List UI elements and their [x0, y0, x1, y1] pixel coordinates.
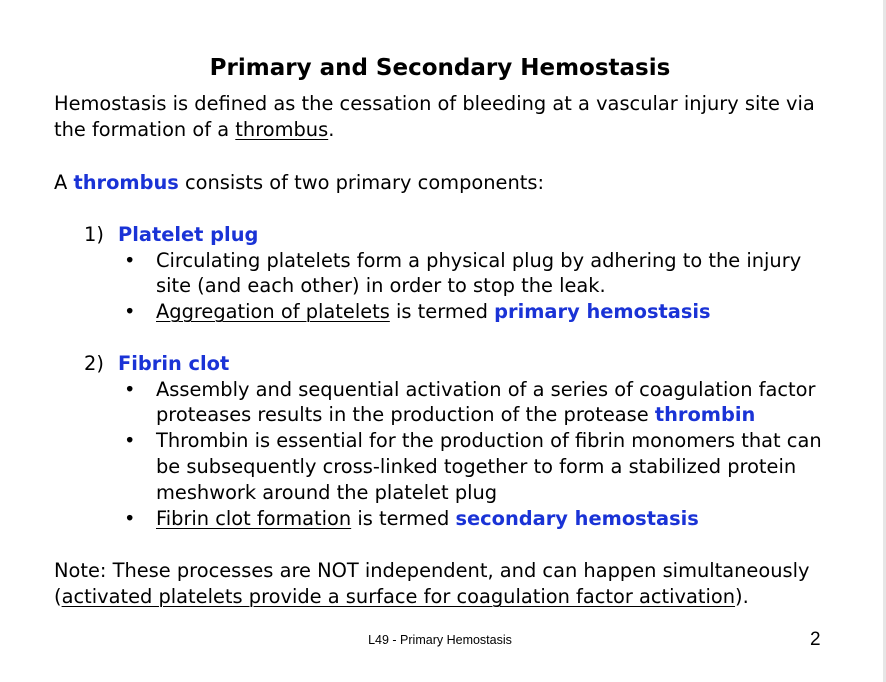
intro-text-1: Hemostasis is defined as the cessation of bleeding at a vascular injury site via	[54, 92, 815, 115]
item1-term-primary-hemostasis: primary hemostasis	[494, 300, 711, 323]
intro-text-2-pre: the formation of a	[54, 118, 236, 141]
item1-bullet-2	[156, 299, 711, 325]
components-line	[54, 170, 544, 196]
item2-bullet-3-glyph: •	[124, 507, 136, 530]
page-number: 2	[810, 629, 821, 650]
note-line-2	[54, 584, 749, 610]
item2-bullet-1-glyph: •	[124, 378, 136, 401]
item2-bullet-3-mid: is termed	[351, 507, 456, 530]
item1-bullet-2-mid: is termed	[389, 300, 495, 323]
item2-term-thrombin: thrombin	[654, 403, 756, 426]
item2-bullet-2-glyph: •	[124, 429, 136, 452]
item2-bullet-2-line-3: meshwork around the platelet plug	[156, 481, 498, 504]
intro-line-1	[54, 91, 815, 117]
note-activated-platelets-underlined: activated platelets provide a surface for coagulation factor activation	[61, 585, 736, 608]
note-line-2-close: ).	[735, 585, 749, 608]
slide-title: Primary and Secondary Hemostasis	[209, 55, 671, 81]
note-line-2-open: (	[54, 585, 62, 608]
item1-number: 1)	[84, 223, 104, 246]
intro-thrombus-underlined: thrombus	[235, 118, 329, 141]
components-post: consists of two primary components:	[178, 171, 544, 194]
item2-heading: Fibrin clot	[118, 352, 230, 375]
item1-bullet-1-line-1: Circulating platelets form a physical plug by adhering to the injury	[156, 249, 802, 272]
footer-lecture-label: L49 - Primary Hemostasis	[368, 633, 512, 647]
item2-bullet-1-line-2	[156, 402, 755, 428]
item2-bullet-1-line-2-pre: proteases results in the production of the protease	[156, 403, 655, 426]
item1-bullet-2-glyph: •	[124, 300, 136, 323]
intro-text-2-post: .	[328, 118, 335, 141]
item2-bullet-2-line-2: be subsequently cross-linked together to form a stabilized protein	[156, 455, 797, 478]
item1-bullet-1-glyph: •	[124, 249, 136, 272]
item2-bullet-3	[156, 506, 699, 532]
item1-heading: Platelet plug	[118, 223, 259, 246]
item1-bullet-1-line-2: site (and each other) in order to stop the leak.	[156, 274, 606, 297]
item2-fibrin-clot-formation-underlined: Fibrin clot formation	[156, 507, 352, 530]
components-pre: A	[54, 171, 74, 194]
item2-term-secondary-hemostasis: secondary hemostasis	[455, 507, 699, 530]
item1-aggregation-underlined: Aggregation of platelets	[156, 300, 390, 323]
intro-line-2	[54, 117, 334, 143]
item2-number: 2)	[84, 352, 104, 375]
note-line-1: Note: These processes are NOT independent, and can happen simultaneously	[54, 559, 810, 582]
item2-bullet-1-line-1: Assembly and sequential activation of a series of coagulation factor	[156, 378, 816, 401]
item2-bullet-2-line-1: Thrombin is essential for the production of fibrin monomers that can	[156, 429, 822, 452]
components-term-thrombus: thrombus	[73, 171, 179, 194]
